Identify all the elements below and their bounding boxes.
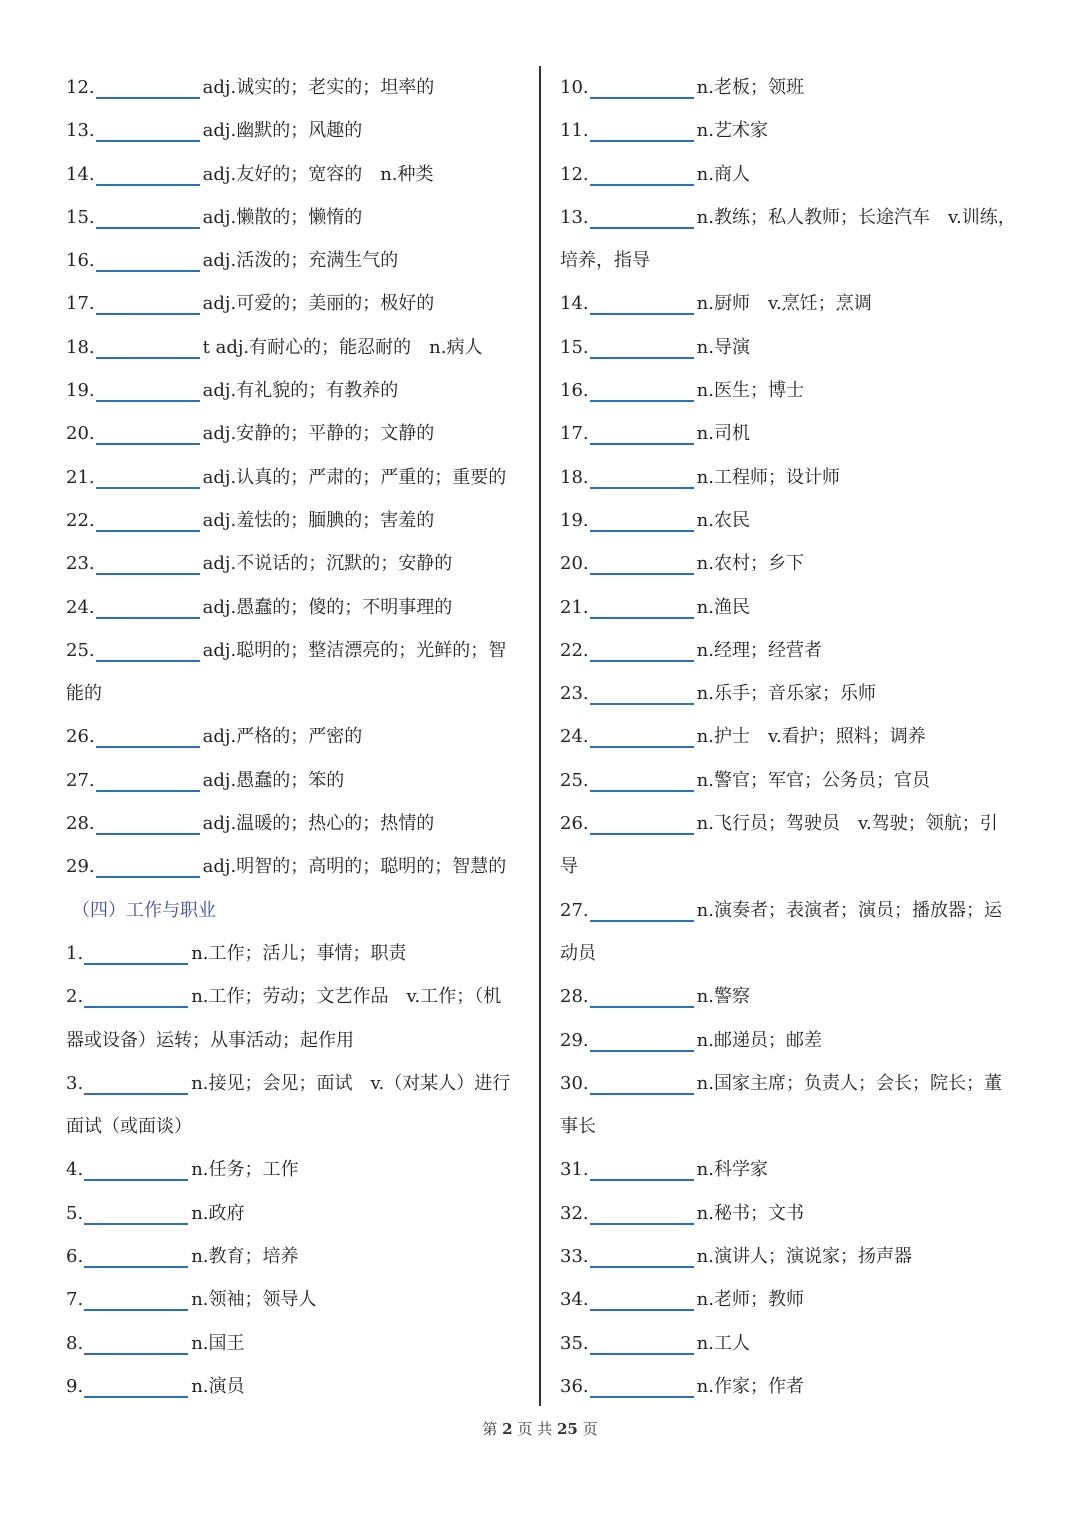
item-definition: n.作家；作者 xyxy=(696,1375,804,1397)
answer-blank[interactable] xyxy=(84,1179,188,1181)
item-number: 14. xyxy=(66,163,95,185)
answer-blank[interactable] xyxy=(590,790,694,792)
vocab-item xyxy=(66,153,528,196)
answer-blank[interactable] xyxy=(590,1223,694,1225)
answer-blank[interactable] xyxy=(96,660,200,662)
item-definition: n.教练；私人教师；长途汽车 v.训练， xyxy=(696,206,1016,228)
item-definition: n.农村；乡下 xyxy=(696,553,804,575)
item-definition: n.商人 xyxy=(696,163,750,185)
item-number: 4. xyxy=(66,1159,84,1181)
item-definition: n.乐手；音乐家；乐师 xyxy=(696,683,876,705)
answer-blank[interactable] xyxy=(590,357,694,359)
answer-blank[interactable] xyxy=(84,1309,188,1311)
answer-blank[interactable] xyxy=(84,1396,188,1398)
item-number: 26. xyxy=(66,726,95,748)
item-number: 15. xyxy=(560,336,589,358)
item-definition: n.老板；领班 xyxy=(696,77,804,98)
vocab-item xyxy=(66,802,528,845)
answer-blank[interactable] xyxy=(590,573,694,575)
vocab-item xyxy=(66,1192,528,1235)
answer-blank[interactable] xyxy=(590,660,694,662)
answer-blank[interactable] xyxy=(96,573,200,575)
answer-blank[interactable] xyxy=(96,790,200,792)
answer-blank[interactable] xyxy=(96,227,200,229)
answer-blank[interactable] xyxy=(84,1006,188,1008)
item-number: 30. xyxy=(560,1072,589,1094)
answer-blank[interactable] xyxy=(96,876,200,878)
item-number: 26. xyxy=(560,813,589,835)
item-definition: adj.愚蠢的；笨的 xyxy=(202,769,345,791)
item-definition: adj.诚实的；老实的；坦率的 xyxy=(202,77,435,98)
item-number: 34. xyxy=(560,1289,589,1311)
item-definition: adj.愚蠢的；傻的；不明事理的 xyxy=(202,596,453,618)
vocab-item xyxy=(560,1192,1030,1235)
vocab-item xyxy=(560,1019,1030,1062)
vocab-item xyxy=(560,715,1030,758)
footer-mid: 页 共 xyxy=(517,1420,553,1438)
item-definition: n.护士 v.看护；照料；调养 xyxy=(696,726,926,748)
footer-page-number: 2 xyxy=(502,1420,513,1438)
vocab-item xyxy=(560,1365,1030,1408)
item-number: 19. xyxy=(560,509,589,531)
item-definition: adj.羞怯的；腼腆的；害羞的 xyxy=(202,509,435,531)
answer-blank[interactable] xyxy=(590,1309,694,1311)
item-number: 23. xyxy=(560,683,589,705)
item-number: 5. xyxy=(66,1202,84,1224)
vocab-item xyxy=(66,1062,528,1105)
answer-blank[interactable] xyxy=(590,920,694,922)
answer-blank[interactable] xyxy=(84,1266,188,1268)
vocab-item xyxy=(560,153,1030,196)
item-number: 13. xyxy=(560,206,589,228)
item-definition: n.工作；活儿；事情；职责 xyxy=(191,942,407,964)
answer-blank[interactable] xyxy=(96,140,200,142)
item-number: 8. xyxy=(66,1332,84,1354)
item-number: 7. xyxy=(66,1289,84,1311)
item-number: 10. xyxy=(560,77,589,98)
item-number: 27. xyxy=(66,769,95,791)
item-number: 6. xyxy=(66,1246,84,1268)
vocab-item xyxy=(560,889,1030,932)
item-definition: n.教育；培养 xyxy=(191,1246,299,1268)
column-divider xyxy=(539,66,541,1406)
item-definition: n.领袖；领导人 xyxy=(191,1289,317,1311)
vocab-item xyxy=(560,109,1030,152)
item-number: 3. xyxy=(66,1072,84,1094)
item-number: 22. xyxy=(66,509,95,531)
item-number: 28. xyxy=(66,813,95,835)
answer-blank[interactable] xyxy=(96,270,200,272)
item-definition-continued: 事长 xyxy=(560,1116,596,1138)
item-number: 20. xyxy=(560,553,589,575)
vocab-item xyxy=(560,802,1030,845)
vocab-item xyxy=(560,499,1030,542)
item-definition: n.工人 xyxy=(696,1332,750,1354)
vocab-item xyxy=(560,326,1030,369)
vocab-item xyxy=(66,239,528,282)
item-number: 18. xyxy=(560,466,589,488)
item-definition: adj.明智的；高明的；聪明的；智慧的 xyxy=(202,856,507,878)
answer-blank[interactable] xyxy=(590,833,694,835)
item-definition-continued: 面试（或面谈） xyxy=(66,1116,192,1138)
vocab-item xyxy=(560,196,1030,239)
item-number: 12. xyxy=(560,163,589,185)
vocab-item xyxy=(560,1235,1030,1278)
answer-blank[interactable] xyxy=(590,530,694,532)
item-definition: adj.安静的；平静的；文静的 xyxy=(202,423,435,445)
vocab-item xyxy=(66,629,528,672)
answer-blank[interactable] xyxy=(590,1006,694,1008)
answer-blank[interactable] xyxy=(96,617,200,619)
answer-blank[interactable] xyxy=(96,184,200,186)
vocab-item xyxy=(66,1365,528,1408)
left-column xyxy=(66,66,528,1408)
vocab-item xyxy=(66,66,528,109)
answer-blank[interactable] xyxy=(590,703,694,705)
vocab-item xyxy=(66,326,528,369)
item-number: 14. xyxy=(560,293,589,315)
answer-blank[interactable] xyxy=(590,97,694,99)
item-definition: n.厨师 v.烹饪；烹调 xyxy=(696,293,872,315)
item-definition: n.司机 xyxy=(696,423,750,445)
item-number: 32. xyxy=(560,1202,589,1224)
vocab-item xyxy=(66,1322,528,1365)
item-number: 28. xyxy=(560,986,589,1008)
item-definition: n.飞行员；驾驶员 v.驾驶；领航；引 xyxy=(696,813,998,835)
item-number: 1. xyxy=(66,942,84,964)
answer-blank[interactable] xyxy=(590,1266,694,1268)
item-number: 16. xyxy=(560,380,589,402)
item-number: 2. xyxy=(66,986,84,1008)
answer-blank[interactable] xyxy=(96,530,200,532)
item-number: 35. xyxy=(560,1332,589,1354)
answer-blank[interactable] xyxy=(590,140,694,142)
answer-blank[interactable] xyxy=(590,227,694,229)
answer-blank[interactable] xyxy=(590,1179,694,1181)
vocab-item xyxy=(560,1148,1030,1191)
item-definition: n.警官；军官；公务员；官员 xyxy=(696,769,930,791)
item-number: 33. xyxy=(560,1246,589,1268)
item-definition: adj.认真的；严肃的；严重的；重要的 xyxy=(202,466,507,488)
vocab-item xyxy=(66,109,528,152)
item-definition: n.国家主席；负责人；会长；院长；董 xyxy=(696,1072,1002,1094)
item-number: 20. xyxy=(66,423,95,445)
item-number: 24. xyxy=(66,596,95,618)
item-definition: n.演奏者；表演者；演员；播放器；运 xyxy=(696,899,1002,921)
vocab-item xyxy=(66,1148,528,1191)
footer-prefix: 第 xyxy=(482,1420,498,1438)
vocab-item xyxy=(560,66,1030,109)
item-number: 16. xyxy=(66,250,95,272)
vocab-item xyxy=(560,456,1030,499)
item-definition-continued: 培养，指导 xyxy=(560,250,650,272)
answer-blank[interactable] xyxy=(590,313,694,315)
item-number: 25. xyxy=(66,639,95,661)
answer-blank[interactable] xyxy=(96,443,200,445)
vocab-item xyxy=(66,369,528,412)
item-number: 12. xyxy=(66,77,95,98)
item-definition: adj.幽默的；风趣的 xyxy=(202,120,363,142)
item-number: 17. xyxy=(560,423,589,445)
page-footer xyxy=(0,1418,1080,1439)
item-definition: n.接见；会见；面试 v.（对某人）进行 xyxy=(191,1072,511,1094)
item-definition: n.演员 xyxy=(191,1375,245,1397)
vocab-item xyxy=(66,1235,528,1278)
vocab-item xyxy=(560,1062,1030,1105)
item-number: 21. xyxy=(560,596,589,618)
vocab-item xyxy=(560,672,1030,715)
answer-blank[interactable] xyxy=(84,1353,188,1355)
vocab-item xyxy=(66,845,528,888)
answer-blank[interactable] xyxy=(590,746,694,748)
vocab-item xyxy=(66,196,528,239)
item-definition: n.工程师；设计师 xyxy=(696,466,840,488)
item-number: 27. xyxy=(560,899,589,921)
item-definition: t adj.有耐心的；能忍耐的 n.病人 xyxy=(202,336,483,358)
vocab-item xyxy=(66,586,528,629)
vocab-item xyxy=(66,282,528,325)
answer-blank[interactable] xyxy=(590,1396,694,1398)
item-definition-continued: 能的 xyxy=(66,683,102,705)
vocab-item xyxy=(560,975,1030,1018)
answer-blank[interactable] xyxy=(84,963,188,965)
item-number: 36. xyxy=(560,1375,589,1397)
answer-blank[interactable] xyxy=(590,617,694,619)
item-number: 25. xyxy=(560,769,589,791)
item-definition: adj.有礼貌的；有教养的 xyxy=(202,380,399,402)
vocab-item xyxy=(66,759,528,802)
item-definition: n.国王 xyxy=(191,1332,245,1354)
item-definition: n.科学家 xyxy=(696,1159,768,1181)
item-number: 19. xyxy=(66,380,95,402)
item-number: 9. xyxy=(66,1375,84,1397)
item-definition: adj.可爱的；美丽的；极好的 xyxy=(202,293,435,315)
item-definition: adj.温暖的；热心的；热情的 xyxy=(202,813,435,835)
answer-blank[interactable] xyxy=(590,184,694,186)
vocab-item xyxy=(560,412,1030,455)
item-definition: n.邮递员；邮差 xyxy=(696,1029,822,1051)
vocab-item xyxy=(560,1278,1030,1321)
answer-blank[interactable] xyxy=(590,1093,694,1095)
item-number: 13. xyxy=(66,120,95,142)
vocab-item xyxy=(560,759,1030,802)
item-definition: n.农民 xyxy=(696,509,750,531)
vocab-item xyxy=(560,282,1030,325)
answer-blank[interactable] xyxy=(84,1093,188,1095)
vocab-item xyxy=(66,932,528,975)
item-definition-continued: 导 xyxy=(560,856,578,878)
item-definition-continued: 动员 xyxy=(560,942,596,964)
item-definition: n.任务；工作 xyxy=(191,1159,299,1181)
item-definition: n.政府 xyxy=(191,1202,245,1224)
answer-blank[interactable] xyxy=(590,487,694,489)
answer-blank[interactable] xyxy=(96,357,200,359)
vocab-item xyxy=(66,975,528,1018)
footer-suffix: 页 xyxy=(582,1420,598,1438)
item-definition-continued: 器或设备）运转；从事活动；起作用 xyxy=(66,1029,354,1051)
item-definition: n.秘书；文书 xyxy=(696,1202,804,1224)
item-number: 31. xyxy=(560,1159,589,1181)
item-definition: n.渔民 xyxy=(696,596,750,618)
section-heading: （四）工作与职业 xyxy=(72,899,216,921)
item-definition: adj.聪明的；整洁漂亮的；光鲜的；智 xyxy=(202,639,507,661)
answer-blank[interactable] xyxy=(84,1223,188,1225)
item-definition: n.导演 xyxy=(696,336,750,358)
answer-blank[interactable] xyxy=(96,487,200,489)
item-definition: n.艺术家 xyxy=(696,120,768,142)
item-number: 17. xyxy=(66,293,95,315)
item-definition: n.老师；教师 xyxy=(696,1289,804,1311)
vocab-item xyxy=(66,542,528,585)
answer-blank[interactable] xyxy=(590,400,694,402)
answer-blank[interactable] xyxy=(96,833,200,835)
item-number: 22. xyxy=(560,639,589,661)
vocab-item xyxy=(66,715,528,758)
vocab-item xyxy=(66,499,528,542)
item-definition: n.工作；劳动；文艺作品 v.工作；（机 xyxy=(191,986,502,1008)
item-definition: n.医生；博士 xyxy=(696,380,804,402)
answer-blank[interactable] xyxy=(96,97,200,99)
item-definition: n.警察 xyxy=(696,986,750,1008)
vocab-item xyxy=(560,542,1030,585)
answer-blank[interactable] xyxy=(96,313,200,315)
vocab-item xyxy=(560,1322,1030,1365)
answer-blank[interactable] xyxy=(96,400,200,402)
item-definition: adj.不说话的；沉默的；安静的 xyxy=(202,553,453,575)
item-number: 15. xyxy=(66,206,95,228)
item-number: 24. xyxy=(560,726,589,748)
vocab-item xyxy=(560,586,1030,629)
answer-blank[interactable] xyxy=(590,1050,694,1052)
vocab-item xyxy=(560,369,1030,412)
item-number: 11. xyxy=(560,120,589,142)
item-definition: adj.友好的；宽容的 n.种类 xyxy=(202,163,434,185)
item-number: 29. xyxy=(66,856,95,878)
item-definition: n.经理；经营者 xyxy=(696,639,822,661)
vocab-item xyxy=(66,456,528,499)
item-number: 21. xyxy=(66,466,95,488)
item-number: 29. xyxy=(560,1029,589,1051)
item-definition: adj.严格的；严密的 xyxy=(202,726,363,748)
item-definition: adj.懒散的；懒惰的 xyxy=(202,206,363,228)
answer-blank[interactable] xyxy=(590,1353,694,1355)
right-column xyxy=(560,66,1030,1408)
vocab-item xyxy=(66,412,528,455)
answer-blank[interactable] xyxy=(96,746,200,748)
footer-total-pages: 25 xyxy=(556,1420,578,1438)
answer-blank[interactable] xyxy=(590,443,694,445)
vocab-item xyxy=(560,629,1030,672)
item-number: 18. xyxy=(66,336,95,358)
vocab-item xyxy=(66,1278,528,1321)
item-definition: n.演讲人；演说家；扬声器 xyxy=(696,1246,912,1268)
item-number: 23. xyxy=(66,553,95,575)
item-definition: adj.活泼的；充满生气的 xyxy=(202,250,399,272)
